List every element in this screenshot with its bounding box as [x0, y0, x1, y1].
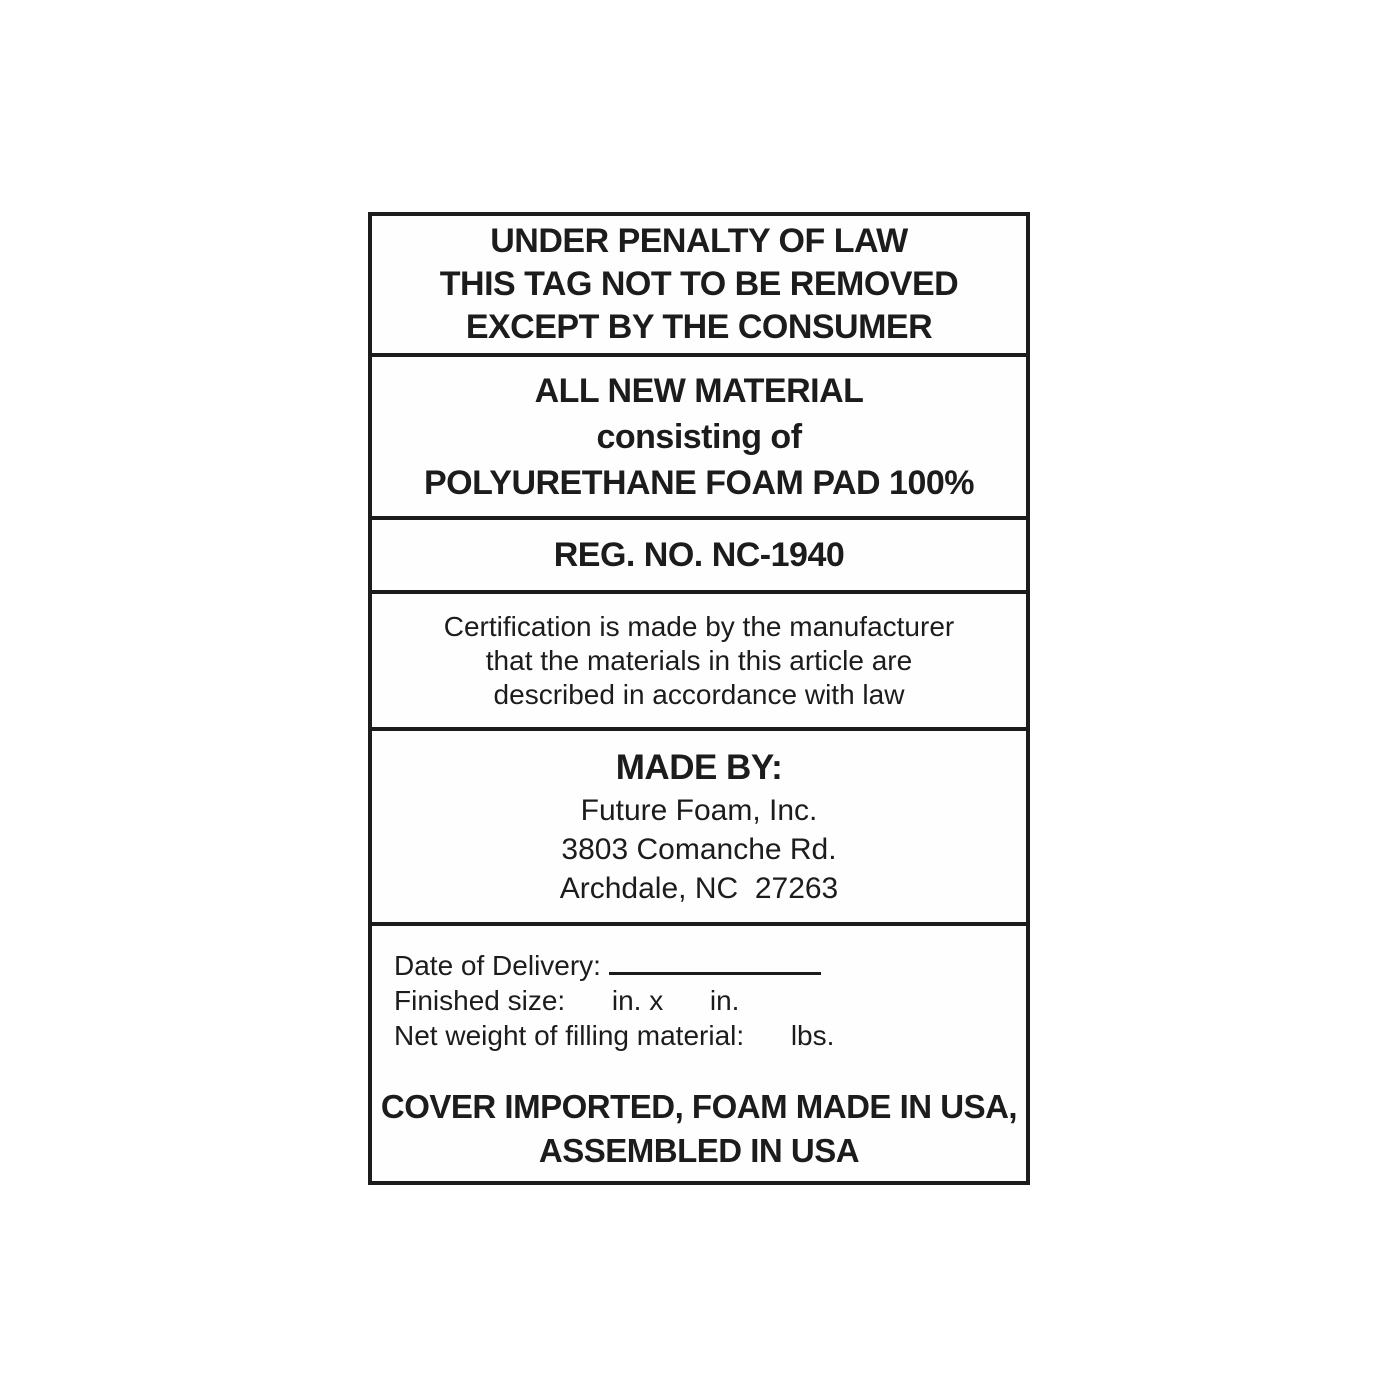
origin-line-1: COVER IMPORTED, FOAM MADE IN USA,: [380, 1088, 1018, 1125]
law-label: [368, 212, 1030, 1185]
date-of-delivery-blank-line: [609, 951, 821, 975]
certification-line-3: described in accordance with law: [493, 678, 905, 710]
origin-statement: [372, 1085, 1026, 1173]
section-material-contents: [372, 357, 1026, 520]
field-net-weight: Net weight of filling material: lbs.: [394, 1020, 835, 1051]
field-finished-size: Finished size: in. x in.: [394, 985, 740, 1016]
section-registration-number: [372, 520, 1026, 594]
manufacturer-name: Future Foam, Inc.: [580, 794, 818, 827]
manufacturer-city-state-zip: Archdale, NC 27263: [559, 872, 839, 905]
registration-number: REG. NO. NC-1940: [553, 536, 845, 574]
section-penalty-notice: [372, 216, 1026, 357]
penalty-line-1: UNDER PENALTY OF LAW: [490, 222, 908, 260]
date-of-delivery-label: Date of Delivery:: [394, 950, 601, 981]
material-line-3: POLYURETHANE FOAM PAD 100%: [424, 463, 974, 502]
material-line-1: ALL NEW MATERIAL: [534, 371, 864, 410]
made-by-heading: MADE BY:: [615, 748, 783, 787]
manufacturer-street: 3803 Comanche Rd.: [561, 833, 837, 866]
field-date-of-delivery: [394, 948, 1008, 983]
penalty-line-3: EXCEPT BY THE CONSUMER: [465, 308, 933, 346]
certification-line-1: Certification is made by the manufacturer: [443, 610, 955, 642]
section-certification-statement: [372, 594, 1026, 731]
section-manufacturer: [372, 731, 1026, 926]
origin-line-2: ASSEMBLED IN USA: [538, 1132, 860, 1169]
section-delivery-fields: [372, 926, 1026, 1181]
delivery-fields-block: [372, 926, 1026, 1053]
material-line-2: consisting of: [596, 417, 802, 456]
penalty-line-2: THIS TAG NOT TO BE REMOVED: [439, 265, 959, 303]
certification-line-2: that the materials in this article are: [485, 644, 913, 676]
